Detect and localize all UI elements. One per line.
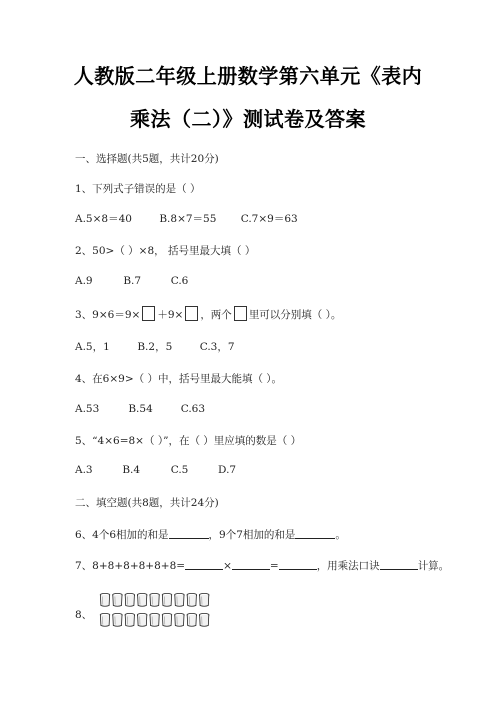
cup-icon	[113, 593, 123, 606]
option-c: C.6	[170, 275, 189, 287]
fill-blank	[169, 528, 209, 539]
question-6	[75, 527, 346, 542]
question-5-options	[75, 464, 236, 476]
option-a: A.3	[75, 464, 93, 476]
option-d: D.7	[218, 464, 237, 476]
question-8-label: 8、	[75, 609, 93, 621]
cup-icon	[162, 593, 172, 606]
option-a: A.53	[75, 403, 100, 415]
cup-icon	[113, 613, 123, 626]
cup-icon	[137, 593, 147, 606]
question-1-options	[75, 211, 298, 226]
question-5: 5、“4×6=8×（ ）”，在（ ）里应填的数是（ ）	[75, 435, 302, 447]
answer-box	[142, 306, 155, 321]
option-b: B.2，5	[137, 341, 173, 353]
fill-blank	[232, 559, 270, 570]
cup-icon	[150, 613, 160, 626]
question-3-text-a: 3、9×6＝9×	[75, 309, 141, 321]
section-2-heading: 二、填空题(共8题，共计24分)	[75, 497, 219, 509]
section-1-heading: 一、选择题(共5题，共计20分)	[75, 153, 219, 165]
question-6-text-a: 6、4个6相加的和是	[75, 529, 169, 541]
question-3-text-d: 里可以分别填（ ）。	[248, 309, 342, 321]
question-7-text-a: 7、8+8+8+8+8+8=	[75, 560, 186, 572]
question-7-text-d: ，用乘法口诀	[316, 560, 380, 572]
option-c: C.5	[170, 464, 189, 476]
answer-box	[234, 306, 247, 321]
cup-icon	[175, 613, 185, 626]
cup-icon	[199, 613, 209, 626]
cup-icon	[100, 613, 110, 626]
title-line-1: 人教版二年级上册数学第六单元《表内	[73, 64, 423, 88]
option-c: C.63	[180, 403, 206, 415]
option-b: B.54	[128, 403, 153, 415]
answer-box	[185, 306, 198, 321]
option-c: C.3，7	[199, 341, 235, 353]
cups-illustration	[99, 591, 219, 631]
option-b: B.7	[123, 275, 142, 287]
option-c: C.7×9＝63	[240, 213, 298, 225]
title-line-2: 乘法（二）》测试卷及答案	[130, 107, 366, 131]
cup-icon	[199, 593, 209, 606]
option-b: B.8×7＝55	[159, 213, 217, 225]
question-7-text-b: ×	[223, 560, 232, 572]
question-7	[75, 558, 449, 573]
question-2-options	[75, 275, 188, 287]
fill-blank	[295, 528, 335, 539]
option-b: B.4	[122, 464, 141, 476]
cup-icon	[150, 593, 160, 606]
cup-icon	[100, 593, 110, 606]
option-a: A.5×8＝40	[75, 213, 132, 225]
cup-icon	[187, 613, 197, 626]
question-4-options	[75, 403, 205, 415]
question-6-text-b: ，9个7相加的和是	[208, 529, 296, 541]
cup-icon	[187, 593, 197, 606]
question-7-text-c: =	[269, 560, 279, 572]
question-1: 1、下列式子错误的是（ ）	[75, 183, 201, 195]
fill-blank	[279, 559, 317, 570]
question-3-text-b: ＋9×	[157, 309, 184, 321]
cup-icon	[175, 593, 185, 606]
cup-icon	[137, 613, 147, 626]
question-3-text-c: ，两个	[200, 309, 232, 321]
fill-blank	[185, 559, 223, 570]
question-6-text-c: 。	[335, 529, 346, 541]
question-2: 2、50>（ ）×8， 括号里最大填（ ）	[75, 245, 256, 257]
option-a: A.9	[75, 275, 93, 287]
question-7-text-e: 计算。	[417, 560, 450, 572]
cup-icon	[125, 613, 135, 626]
option-a: A.5，1	[75, 341, 110, 353]
question-4: 4、在6×9>（ ）中，括号里最大能填（ ）。	[75, 373, 283, 385]
question-3	[75, 306, 341, 322]
cup-icon	[162, 613, 172, 626]
fill-blank	[380, 559, 418, 570]
question-3-options	[75, 339, 235, 354]
cup-icon	[125, 593, 135, 606]
